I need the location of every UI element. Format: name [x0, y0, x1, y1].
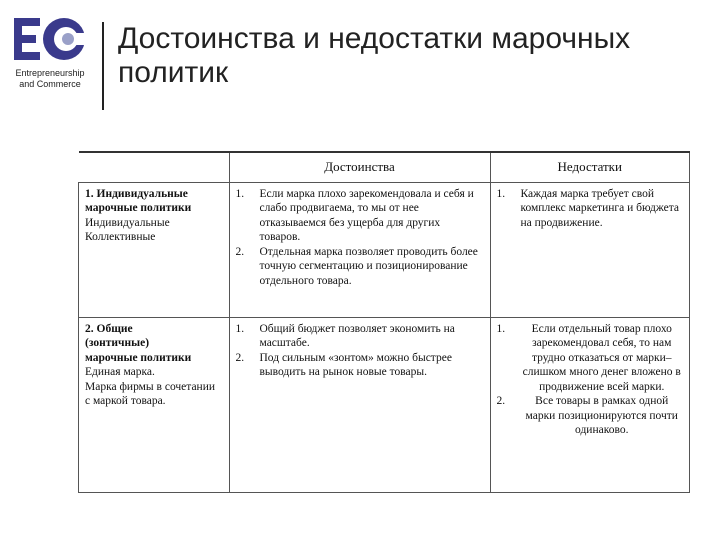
- ec-logo-icon: [14, 16, 86, 62]
- label-line: Марка фирмы в сочетании с маркой товара.: [85, 380, 216, 407]
- list-item: [236, 245, 484, 289]
- item-text: Если марка плохо зарекомендовала и себя и слабо продвигаема, то мы от нее отказываемся без ущерба для других товаров.: [259, 187, 474, 243]
- item-number: 1.: [496, 187, 506, 200]
- logo: [8, 16, 92, 96]
- comparison-table: [78, 151, 690, 493]
- cons-cell: [490, 317, 690, 492]
- item-text: Если отдельный товар плохо зарекомендовал себя, то нам трудно отказаться от марки– слишком много денег вложено в продвижение всей марки.: [522, 322, 681, 393]
- row-label: [79, 182, 230, 317]
- label-bold-line: (зонтичные): [85, 337, 150, 349]
- item-number: 1.: [235, 187, 245, 200]
- label-bold-line: 1. Индивидуальные: [85, 187, 188, 200]
- header-pros: Достоинства: [229, 152, 490, 182]
- table-header-row: [79, 152, 690, 182]
- table-row: [79, 182, 690, 317]
- item-number: 1.: [496, 322, 506, 335]
- list-item: [236, 187, 484, 245]
- label-bold-line: 2. Общие: [85, 322, 133, 335]
- item-text: Каждая марка требует свой комплекс маркетинга и бюджета на продвижение.: [520, 187, 679, 229]
- label-bold-line: марочные политики: [85, 351, 192, 364]
- pros-cell: [229, 317, 490, 492]
- label-line: Коллективные: [85, 231, 156, 243]
- title-divider: [102, 22, 104, 110]
- item-number: 2.: [235, 245, 245, 258]
- list-item: [497, 187, 684, 231]
- logo-line-2: and Commerce: [19, 79, 81, 89]
- list-item: [497, 394, 684, 438]
- header-empty: [79, 152, 230, 182]
- label-line: Единая марка.: [85, 366, 155, 378]
- item-text: Отдельная марка позволяет проводить более точную сегментацию и позиционирование отдельного товара.: [259, 245, 478, 287]
- header-cons: Недостатки: [490, 152, 690, 182]
- list-item: [236, 351, 484, 380]
- item-number: 2.: [235, 351, 245, 364]
- list-item: [236, 322, 484, 351]
- item-text: Под сильным «зонтом» можно быстрее выводить на рынок новые товары.: [259, 351, 452, 378]
- cons-cell: [490, 182, 690, 317]
- pros-cell: [229, 182, 490, 317]
- item-number: 2.: [496, 395, 506, 407]
- list-item: [497, 322, 684, 395]
- item-text: Все товары в рамках одной марки позиционируются почти одинаково.: [525, 395, 678, 436]
- table-row: [79, 317, 690, 492]
- item-text: Общий бюджет позволяет экономить на масштабе.: [259, 322, 455, 349]
- item-number: 1.: [235, 322, 245, 335]
- label-bold-line: марочные политики: [85, 202, 192, 214]
- row-label: [79, 317, 230, 492]
- page-title: Достоинства и недостатки марочных политик: [118, 22, 631, 89]
- label-line: Индивидуальные: [85, 216, 170, 229]
- logo-line-1: Entrepreneurship: [15, 68, 85, 78]
